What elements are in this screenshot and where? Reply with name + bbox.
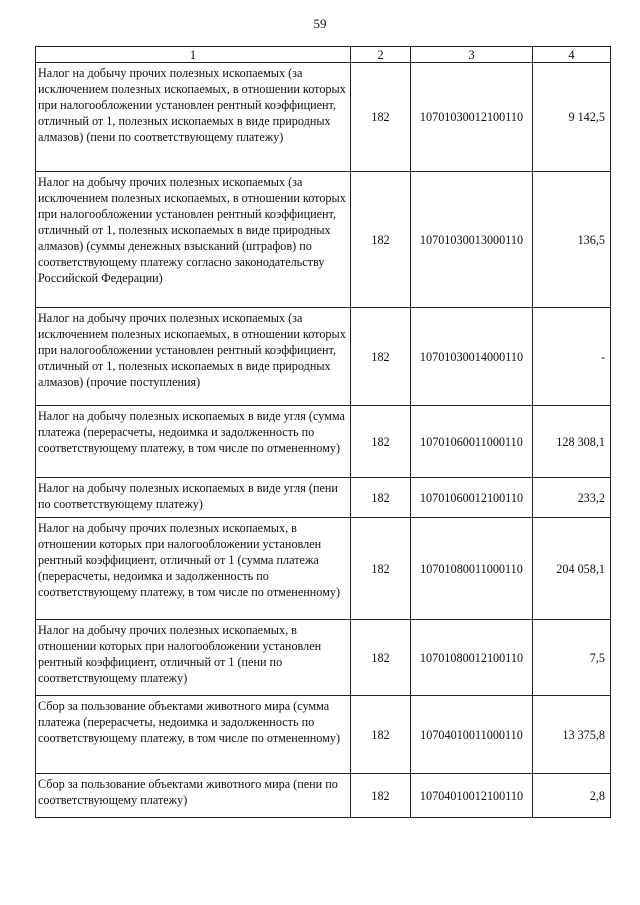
amount-cell: 136,5 bbox=[533, 172, 611, 308]
classification-code-cell: 10701030013000110 bbox=[411, 172, 533, 308]
amount-cell: 233,2 bbox=[533, 478, 611, 518]
classification-code-cell: 10701030012100110 bbox=[411, 63, 533, 172]
amount-cell: 128 308,1 bbox=[533, 406, 611, 478]
table-row bbox=[36, 518, 611, 620]
revenue-name-cell: Сбор за пользование объектами животного мира (сумма платежа (перерасчеты, недоимка и задолженность по соответствующему платежу, в том числе по отмененному) bbox=[36, 696, 351, 774]
revenue-name-cell: Налог на добычу прочих полезных ископаемых, в отношении которых при налогообложении установлен рентный коэффициент, отличный от 1 (пени по соответствующему платежу) bbox=[36, 620, 351, 696]
classification-code-cell: 10701060012100110 bbox=[411, 478, 533, 518]
revenue-name-cell: Налог на добычу полезных ископаемых в виде угля (пени по соответствующему платежу) bbox=[36, 478, 351, 518]
revenue-name-cell: Налог на добычу прочих полезных ископаемых (за исключением полезных ископаемых, в отношении которых при налогообложении установлен рентный коэффициент, отличный от 1, полезных ископаемых в виде природных алмазов) (прочие поступления) bbox=[36, 308, 351, 406]
amount-cell: 13 375,8 bbox=[533, 696, 611, 774]
amount-cell: 204 058,1 bbox=[533, 518, 611, 620]
table-row bbox=[36, 308, 611, 406]
column-header-2: 2 bbox=[351, 47, 411, 63]
revenue-name-cell: Налог на добычу прочих полезных ископаемых (за исключением полезных ископаемых, в отношении которых при налогообложении установлен рентный коэффициент, отличный от 1, полезных ископаемых в виде природных алмазов) (пени по соответствующему платежу) bbox=[36, 63, 351, 172]
table-row bbox=[36, 620, 611, 696]
budget-revenue-table bbox=[35, 46, 611, 818]
amount-cell: - bbox=[533, 308, 611, 406]
table-row bbox=[36, 696, 611, 774]
table-row bbox=[36, 63, 611, 172]
classification-code-cell: 10701060011000110 bbox=[411, 406, 533, 478]
revenue-name-cell: Сбор за пользование объектами животного мира (пени по соответствующему платежу) bbox=[36, 774, 351, 818]
amount-cell: 9 142,5 bbox=[533, 63, 611, 172]
classification-code-cell: 10701080012100110 bbox=[411, 620, 533, 696]
revenue-name-cell: Налог на добычу прочих полезных ископаемых (за исключением полезных ископаемых, в отношении которых при налогообложении установлен рентный коэффициент, отличный от 1, полезных ископаемых в виде природных алмазов) (суммы денежных взысканий (штрафов) по соответствующему платежу согласно законодательству Российской Федерации) bbox=[36, 172, 351, 308]
column-header-3: 3 bbox=[411, 47, 533, 63]
table-header-row bbox=[36, 47, 611, 63]
revenue-name-cell: Налог на добычу прочих полезных ископаемых, в отношении которых при налогообложении установлен рентный коэффициент, отличный от 1 (сумма платежа (перерасчеты, недоимка и задолженность по соответствующему платежу, в том числе по отмененному) bbox=[36, 518, 351, 620]
column-header-4: 4 bbox=[533, 47, 611, 63]
revenue-name-cell: Налог на добычу полезных ископаемых в виде угля (сумма платежа (перерасчеты, недоимка и задолженность по соответствующему платежу, в том числе по отмененному) bbox=[36, 406, 351, 478]
table-row bbox=[36, 172, 611, 308]
table-row bbox=[36, 406, 611, 478]
classification-code-cell: 10701080011000110 bbox=[411, 518, 533, 620]
admin-code-cell: 182 bbox=[351, 406, 411, 478]
admin-code-cell: 182 bbox=[351, 518, 411, 620]
admin-code-cell: 182 bbox=[351, 478, 411, 518]
classification-code-cell: 10704010012100110 bbox=[411, 774, 533, 818]
admin-code-cell: 182 bbox=[351, 696, 411, 774]
table-row bbox=[36, 478, 611, 518]
admin-code-cell: 182 bbox=[351, 172, 411, 308]
table-row bbox=[36, 774, 611, 818]
classification-code-cell: 10701030014000110 bbox=[411, 308, 533, 406]
admin-code-cell: 182 bbox=[351, 308, 411, 406]
classification-code-cell: 10704010011000110 bbox=[411, 696, 533, 774]
amount-cell: 7,5 bbox=[533, 620, 611, 696]
admin-code-cell: 182 bbox=[351, 620, 411, 696]
page-number: 59 bbox=[313, 16, 327, 31]
amount-cell: 2,8 bbox=[533, 774, 611, 818]
admin-code-cell: 182 bbox=[351, 774, 411, 818]
admin-code-cell: 182 bbox=[351, 63, 411, 172]
column-header-1: 1 bbox=[36, 47, 351, 63]
